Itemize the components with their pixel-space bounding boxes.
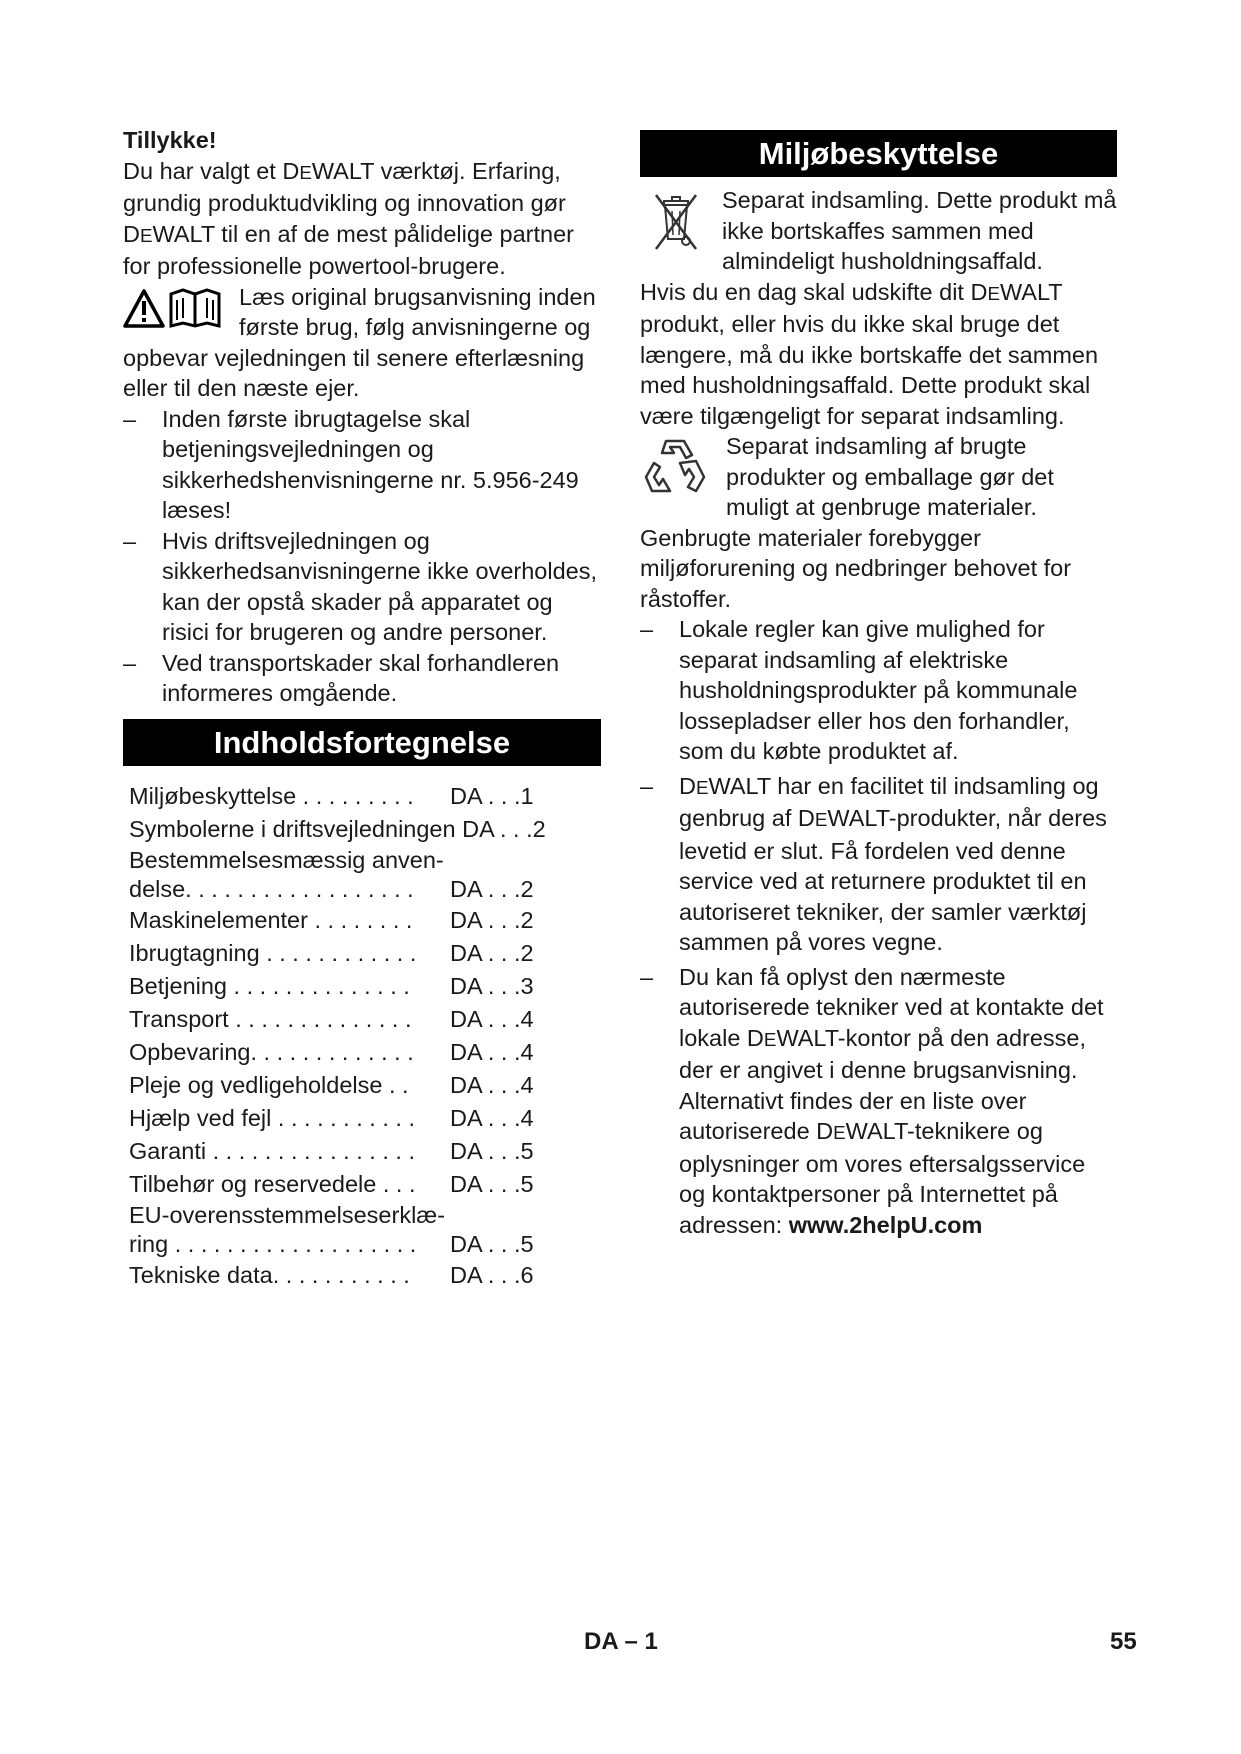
list-item: – DEWALT har en facilitet til indsamling og genbrug af DEWALT-produkter, når deres levetid er slut. Få fordelen ved denne service ved at returnere produktet til en autoriseret tekniker, der samler værktøj sammen på vores vegne. — [640, 772, 1107, 955]
crossed-bin-icon — [652, 187, 700, 265]
list-item: – Lokale regler kan give mulighed for separat indsamling af elektriske husholdningsprodukter på kommunale lossepladser eller hos den forhandler, som du købte produktet af. — [640, 616, 1078, 764]
intro-paragraph: Du har valgt et DEWALT værktøj. Erfaring, grundig produktudvikling og innovation gør DEWALT til en af de mest pålidelige partner for professionelle powertool-brugere. — [123, 157, 574, 279]
toc-row[interactable]: Pleje og vedligeholdelse . . DA . . .4 — [129, 1071, 534, 1098]
footer-page-number: 55 — [1110, 1628, 1137, 1655]
table-of-contents — [123, 780, 601, 1292]
toc-row[interactable]: Betjening . . . . . . . . . . . . . . DA . . .3 — [129, 972, 534, 999]
intro-heading: Tillykke! — [123, 127, 217, 153]
toc-row[interactable]: EU-overensstemmelseserklæ- ring . . . . . . . . . . . . . . . . . . . DA . . .5 — [129, 1201, 534, 1257]
toc-title: Indholdsfortegnelse — [123, 719, 601, 766]
section-title: Miljøbeskyttelse — [640, 130, 1117, 177]
toc-row[interactable]: Symbolerne i driftsvejledningen DA . . .2 — [129, 815, 546, 842]
list-item: – Inden første ibrugtagelse skal betjeningsvejledningen og sikkerhedshenvisningerne nr. 5.956-249 læses! — [123, 405, 579, 523]
toc-row[interactable]: Maskinelementer . . . . . . . . DA . . .2 — [129, 906, 534, 933]
weee-block — [640, 185, 1117, 277]
left-column — [123, 125, 601, 1292]
toc-row[interactable]: Tekniske data. . . . . . . . . . . DA . . .6 — [129, 1261, 534, 1288]
recycle-icon — [642, 435, 708, 505]
list-item: – Hvis driftsvejledningen og sikkerhedsanvisningerne ikke overholdes, kan der opstå skader på apparatet og risici for brugeren og andre personer. — [123, 527, 597, 645]
toc-row[interactable]: Hjælp ved fejl . . . . . . . . . . . DA . . .4 — [129, 1104, 534, 1131]
toc-row[interactable]: Miljøbeskyttelse . . . . . . . . . DA . . .1 — [129, 782, 534, 809]
footer-section-page: DA – 1 — [584, 1628, 658, 1655]
recycle-text: Separat indsamling af brugte produkter og emballage gør det muligt at genbruge materialer. Genbrugte materialer forebygger miljøforurening og nedbringer behovet for råstoffer. — [640, 433, 1072, 612]
toc-row[interactable]: Transport . . . . . . . . . . . . . . DA . . .4 — [129, 1005, 534, 1032]
list-item: – Ved transportskader skal forhandleren informeres omgående. — [123, 649, 560, 706]
warning-manual-icon — [123, 288, 231, 338]
toc-row[interactable]: Tilbehør og reservedele . . . DA . . .5 — [129, 1170, 534, 1197]
recycle-block — [640, 431, 1117, 614]
paragraph: Hvis du en dag skal udskifte dit DEWALT produkt, eller hvis du ikke skal bruge det længere, må du ikke bortskaffe det sammen med husholdningsaffald. Dette produkt skal være tilgængeligt for separat indsamling. — [640, 278, 1099, 429]
right-column — [640, 130, 1117, 1240]
service-url-link[interactable]: www.2helpU.com — [788, 1211, 983, 1238]
toc-row[interactable]: Garanti . . . . . . . . . . . . . . . . DA . . .5 — [129, 1137, 534, 1164]
toc-row[interactable]: Ibrugtagning . . . . . . . . . . . . DA . . .2 — [129, 939, 534, 966]
read-manual-block — [123, 282, 601, 404]
list-item: – Du kan få oplyst den nærmeste autoriserede tekniker ved at kontakte det lokale DEWALT-kontor på den adresse, der er angivet i denne brugsanvisning. Alternativt findes der en liste over autoriserede DEWALT-teknikere og oplysninger om vores eftersalgsservice og kontaktpersoner på Internettet på adressen: www.2helpU.com — [640, 963, 1104, 1238]
read-manual-text: Læs original brugsanvisning inden første brug, følg anvisningerne og opbevar vejledningen til senere efterlæsning eller til den næste ejer. — [123, 283, 596, 401]
toc-row[interactable]: Opbevaring. . . . . . . . . . . . . DA . . .4 — [129, 1038, 534, 1065]
weee-text: Separat indsamling. Dette produkt må ikke bortskaffes sammen med almindeligt husholdningsaffald. — [722, 187, 1117, 274]
toc-row[interactable]: Bestemmelsesmæssig anven- delse. . . . . . . . . . . . . . . . . . DA . . .2 — [129, 846, 534, 902]
